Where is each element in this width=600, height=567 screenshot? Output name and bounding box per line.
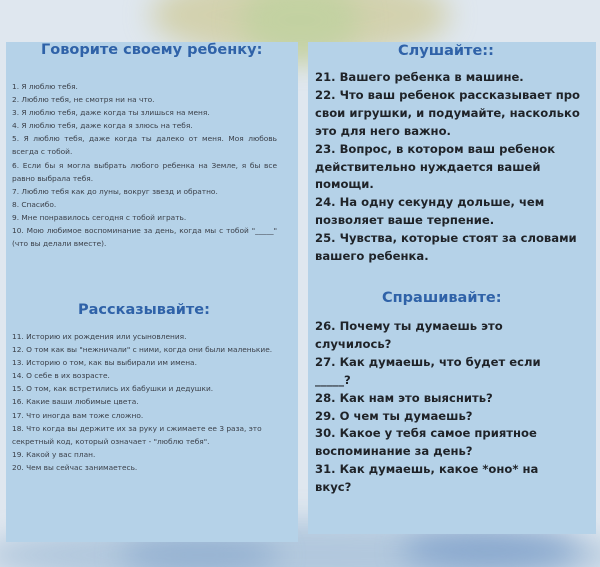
list-item: 3. Я люблю тебя, даже когда ты злишься на меня. bbox=[12, 108, 210, 118]
list-item: 7. Люблю тебя как до луны, вокруг звезд и обратно. bbox=[12, 186, 218, 196]
list-item: 1. Я люблю тебя. bbox=[12, 82, 78, 91]
left-panel bbox=[6, 42, 298, 542]
ask-list bbox=[315, 318, 567, 497]
list-item: 20. Чем вы сейчас занимаетесь. bbox=[12, 462, 138, 472]
list-item: 25. Чувства, которые стоят за словами вашего ребенка. bbox=[315, 231, 577, 264]
list-item: 29. О чем ты думаешь? bbox=[315, 408, 473, 423]
list-item: 10. Мою любимое воспоминание за день, когда мы с тобой "_____" (что вы делали вместе). bbox=[12, 226, 277, 249]
list-item: 17. Что иногда вам тоже сложно. bbox=[12, 410, 144, 420]
list-item: 11. Историю их рождения или усыновления. bbox=[12, 332, 187, 341]
list-item: 26. Почему ты думаешь это случилось? bbox=[315, 319, 503, 351]
listen-list bbox=[315, 69, 587, 266]
ask-heading: Спрашивайте: bbox=[382, 290, 502, 306]
say-heading: Говорите своему ребенку: bbox=[41, 42, 263, 58]
list-item: 24. На одну секунду дольше, чем позволяет ваше терпение. bbox=[315, 195, 545, 228]
list-item: 30. Какое у тебя самое приятное воспоминание за день? bbox=[315, 426, 537, 459]
list-item: 8. Спасибо. bbox=[12, 199, 57, 209]
list-item: 5. Я люблю тебя, даже когда ты далеко от меня. Моя любовь всегда с тобой. bbox=[12, 134, 277, 157]
list-item: 16. Какие ваши любимые цвета. bbox=[12, 397, 139, 407]
list-item: 4. Я люблю тебя, даже когда я злюсь на тебя. bbox=[12, 121, 193, 131]
tell-heading: Рассказывайте: bbox=[78, 302, 210, 318]
list-item: 19. Какой у вас план. bbox=[12, 449, 96, 459]
right-panel bbox=[308, 42, 596, 534]
list-item: 9. Мне понравилось сегодня с тобой играть. bbox=[12, 212, 187, 222]
list-item: 15. О том, как встретились их бабушки и дедушки. bbox=[12, 384, 214, 394]
list-item: 28. Как нам это выяснить? bbox=[315, 390, 493, 405]
list-item: 2. Люблю тебя, не смотря ни на что. bbox=[12, 95, 155, 105]
list-item: 6. Если бы я могла выбрать любого ребенка на Земле, я бы все равно выбрала тебя. bbox=[12, 160, 277, 183]
list-item: 31. Как думаешь, какое *оно* на вкус? bbox=[315, 462, 539, 495]
list-item: 22. Что ваш ребенок рассказывает про свои игрушки, и подумайте, насколько это для него важно. bbox=[315, 87, 581, 138]
list-item: 27. Как думаешь, что будет если _____? bbox=[315, 354, 541, 387]
list-item: 13. Историю о том, как вы выбирали им имена. bbox=[12, 358, 197, 368]
listen-heading: Слушайте:: bbox=[398, 43, 494, 59]
list-item: 23. Вопрос, в котором ваш ребенок действительно нуждается вашей помощи. bbox=[315, 141, 556, 192]
list-item: 18. Что когда вы держите их за руку и сжимаете ее 3 раза, это секретный код, который означает - "люблю тебя". bbox=[12, 423, 262, 446]
list-item: 14. О себе в их возрасте. bbox=[12, 371, 110, 381]
list-item: 21. Вашего ребенка в машине. bbox=[315, 70, 524, 84]
background-blur-shape bbox=[400, 530, 580, 567]
list-item: 12. О том как вы "нежничали" с ними, когда они были маленькие. bbox=[12, 345, 273, 355]
say-list bbox=[12, 80, 277, 250]
tell-list bbox=[12, 330, 274, 474]
